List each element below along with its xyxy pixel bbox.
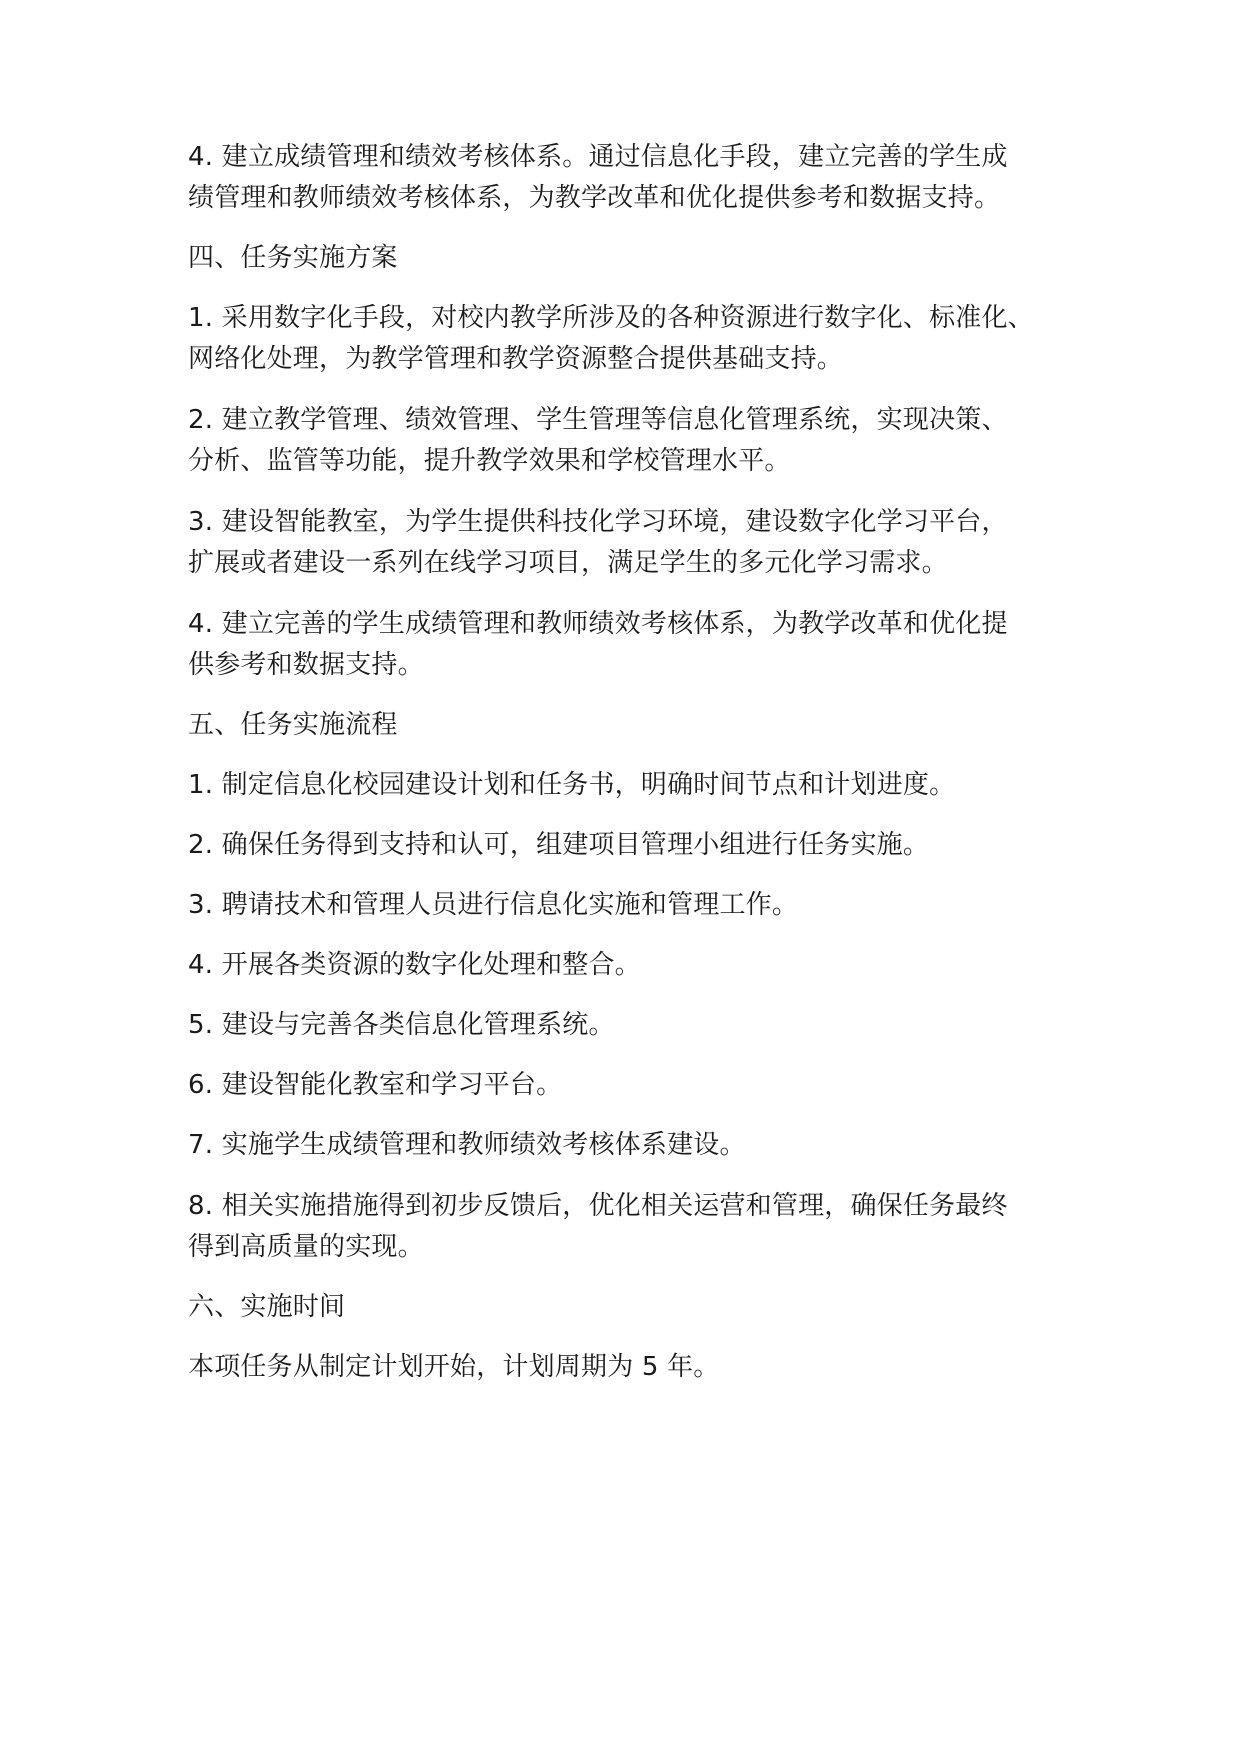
plan-item-2-line-1: 2. 建立教学管理、绩效管理、学生管理等信息化管理系统，实现决策、 <box>188 405 1008 435</box>
process-step-7: 7. 实施学生成绩管理和教师绩效考核体系建设。 <box>188 1130 746 1160</box>
paragraph-4-goal-line-2: 绩管理和教师绩效考核体系，为教学改革和优化提供参考和数据支持。 <box>188 183 1001 213</box>
process-step-1: 1. 制定信息化校园建设计划和任务书，明确时间节点和计划进度。 <box>188 770 956 800</box>
plan-item-2-line-2: 分析、监管等功能，提升教学效果和学校管理水平。 <box>188 446 791 476</box>
process-step-3: 3. 聘请技术和管理人员进行信息化实施和管理工作。 <box>188 890 799 920</box>
plan-item-1-line-1: 1. 采用数字化手段，对校内教学所涉及的各种资源进行数字化、标准化、 <box>188 303 1034 333</box>
plan-item-4-line-2: 供参考和数据支持。 <box>188 650 424 680</box>
process-step-8-line-1: 8. 相关实施措施得到初步反馈后，优化相关运营和管理，确保任务最终 <box>188 1191 1008 1221</box>
plan-item-3-line-2: 扩展或者建设一系列在线学习项目，满足学生的多元化学习需求。 <box>188 548 948 578</box>
plan-item-1-line-2: 网络化处理，为教学管理和教学资源整合提供基础支持。 <box>188 344 844 374</box>
process-step-5: 5. 建设与完善各类信息化管理系统。 <box>188 1010 615 1040</box>
plan-item-4-line-1: 4. 建立完善的学生成绩管理和教师绩效考核体系，为教学改革和优化提 <box>188 609 1008 639</box>
section-heading-6: 六、实施时间 <box>188 1292 346 1322</box>
schedule-text: 本项任务从制定计划开始，计划周期为 5 年。 <box>188 1352 720 1382</box>
plan-item-3-line-1: 3. 建设智能教室，为学生提供科技化学习环境，建设数字化学习平台， <box>188 507 1008 537</box>
process-step-2: 2. 确保任务得到支持和认可，组建项目管理小组进行任务实施。 <box>188 830 930 860</box>
section-heading-4: 四、任务实施方案 <box>188 243 398 273</box>
process-step-4: 4. 开展各类资源的数字化处理和整合。 <box>188 950 641 980</box>
process-step-8-line-2: 得到高质量的实现。 <box>188 1232 424 1262</box>
section-heading-5: 五、任务实施流程 <box>188 710 398 740</box>
process-step-6: 6. 建设智能化教室和学习平台。 <box>188 1070 563 1100</box>
paragraph-4-goal-line-1: 4. 建立成绩管理和绩效考核体系。通过信息化手段，建立完善的学生成 <box>188 142 1008 172</box>
